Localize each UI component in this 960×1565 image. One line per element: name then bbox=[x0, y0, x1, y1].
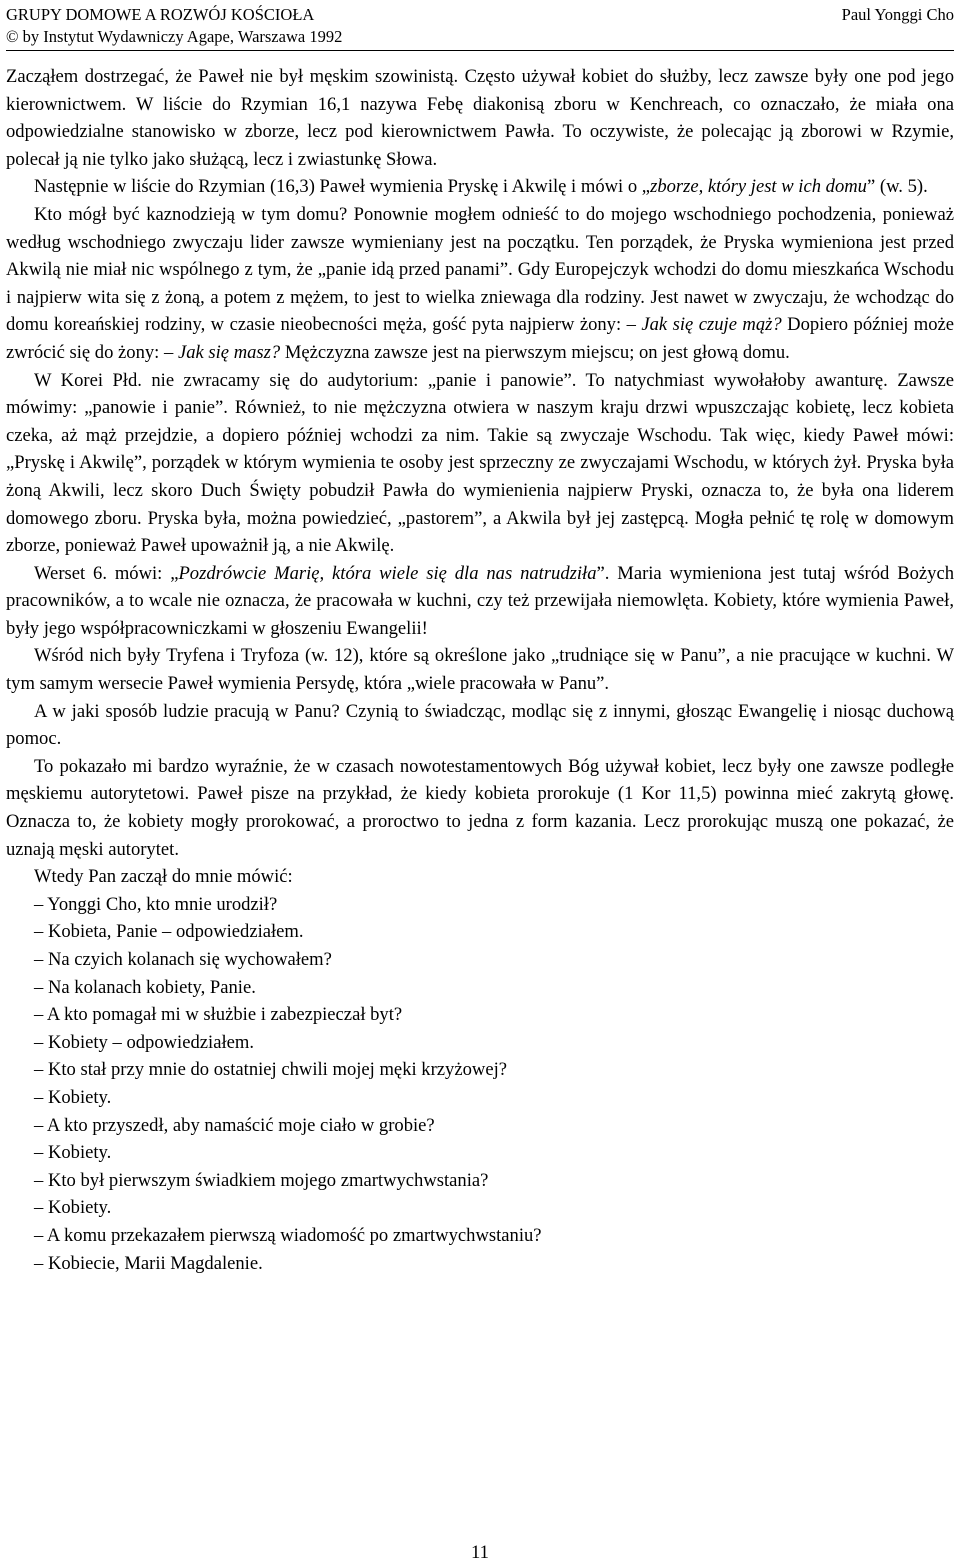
dialogue-line bbox=[6, 918, 954, 946]
text-run: Werset 6. mówi: „ bbox=[34, 562, 179, 584]
book-author: Paul Yonggi Cho bbox=[841, 5, 954, 24]
header-divider bbox=[6, 50, 954, 51]
paragraph bbox=[6, 753, 954, 863]
dialogue-line bbox=[6, 1250, 954, 1278]
text-run: Mężczyzna zawsze jest na pierwszym miejscu; on jest głową domu. bbox=[280, 341, 790, 363]
page-header bbox=[6, 4, 954, 48]
text-run: – A kto przyszedł, aby namaścić moje ciało w grobie? bbox=[34, 1114, 435, 1136]
text-run: Wtedy Pan zaczął do mnie mówić: bbox=[34, 866, 293, 888]
paragraph bbox=[6, 367, 954, 560]
text-run: – Kobiecie, Marii Magdalenie. bbox=[34, 1252, 263, 1274]
text-run: – Kobiety – odpowiedziałem. bbox=[34, 1031, 254, 1053]
italic-quote: Pozdrówcie Marię, która wiele się dla nas natrudziła bbox=[178, 562, 597, 584]
header-top-row bbox=[6, 4, 954, 26]
paragraph bbox=[6, 642, 954, 697]
dialogue-line bbox=[6, 1001, 954, 1029]
dialogue-line bbox=[6, 1112, 954, 1140]
paragraph bbox=[6, 173, 954, 201]
body-text bbox=[6, 63, 954, 1277]
text-run: – A kto pomagał mi w służbie i zabezpieczał byt? bbox=[34, 1004, 403, 1026]
dialogue-line bbox=[6, 891, 954, 919]
text-run: A w jaki sposób ludzie pracują w Panu? Czynią to świadcząc, modląc się z innymi, głosząc Ewangelię i niosąc duchową pomoc. bbox=[6, 700, 954, 750]
text-run: – A komu przekazałem pierwszą wiadomość po zmartwychwstaniu? bbox=[34, 1224, 542, 1246]
text-run: Dopiero później może zwrócić się do żony: – bbox=[6, 314, 954, 363]
italic-quote: Jak się czuje mąż? bbox=[641, 314, 782, 336]
dialogue-line bbox=[6, 974, 954, 1002]
text-run: – Kobiety. bbox=[34, 1197, 112, 1219]
page-number: 11 bbox=[471, 1542, 489, 1563]
text-run: – Na kolanach kobiety, Panie. bbox=[34, 976, 256, 998]
text-run: – Kobieta, Panie – odpowiedziałem. bbox=[34, 921, 304, 943]
text-run: – Yonggi Cho, kto mnie urodził? bbox=[34, 893, 278, 915]
book-title: GRUPY DOMOWE A ROZWÓJ KOŚCIOŁA bbox=[6, 5, 315, 24]
dialogue-line bbox=[6, 1084, 954, 1112]
text-run: Wśród nich były Tryfena i Tryfoza (w. 12), które są określone jako „trudniące się w Panu”, a nie pracujące w kuchni. W tym samym wersecie Paweł wymienia Persydę, która „wiele pracowała w Panu”. bbox=[6, 645, 954, 695]
copyright-line: © by Instytut Wydawniczy Agape, Warszawa 1992 bbox=[6, 27, 343, 46]
paragraph bbox=[6, 63, 954, 173]
text-run: To pokazało mi bardzo wyraźnie, że w czasach nowotestamentowych Bóg używał kobiet, lecz były one zawsze podległe męskiemu autorytetowi. Paweł pisze na przykład, że kiedy kobieta prorokuje (1 Kor 11,5) powinna mieć zakrytą głowę. Oznacza to, że kobiety mogły prorokować, a proroctwo to jedna z form kazania. Lecz prorokując muszą one pokazać, że uznają męski autorytet. bbox=[6, 755, 954, 860]
text-run: ” (w. 5). bbox=[866, 176, 928, 198]
dialogue-line bbox=[6, 1194, 954, 1222]
dialogue-line bbox=[6, 1139, 954, 1167]
text-run: Zacząłem dostrzegać, że Paweł nie był męskim szowinistą. Często używał kobiet do służby, lecz zawsze były one pod jego kierownictwem. W liście do Rzymian 16,1 nazywa Febę diakonisą zboru w Kenchreach, co oznaczało, że miała ona odpowiedzialne stanowisko w zborze, lecz pod kierownictwem Pawła. To oczywiste, że polecając ją zborowi w Rzymie, polecał ją nie tylko jako służącą, lecz i zwiastunkę Słowa. bbox=[6, 66, 954, 170]
text-run: W Korei Płd. nie zwracamy się do audytorium: „panie i panowie”. To natychmiast wywołałoby awanturę. Zawsze mówimy: „panowie i panie”. Również, to nie mężczyzna otwiera w naszym kraju drzwi wpuszczając kobietę, lecz kobieta czeka, aż mąż przejdzie, a dopiero później wchodzi za nim. Takie są zwyczaje Wschodu. Tak więc, kiedy Paweł mówi: „Pryskę i Akwilę”, porządek w którym wymienia te osoby jest sprzeczny ze zwyczajami Wschodu, w których żył. Pryska była żoną Akwili, lecz skoro Duch Święty pobudził Pawła do wymienienia najpierw Pryski, oznacza to, że była ona liderem domowego zboru. Pryska była, można powiedzieć, „pastorem”, a Akwila był jej zastępcą. Mogła pełnić tę rolę w domowym zborze, ponieważ Paweł upoważnił ją, a nie Akwilę. bbox=[6, 369, 954, 557]
text-run: ”. Maria wymieniona jest tutaj wśród Bożych pracowników, a to wcale nie oznacza, że pracowała w kuchni, czy też przewijała niemowlęta. Kobiety, które wymienia Paweł, były jego współpracowniczkami w głoszeniu Ewangelii! bbox=[6, 562, 954, 639]
paragraph bbox=[6, 698, 954, 753]
dialogue-line bbox=[6, 1029, 954, 1057]
paragraph bbox=[6, 560, 954, 643]
dialogue-line bbox=[6, 946, 954, 974]
italic-quote: zborze, który jest w ich domu bbox=[650, 176, 867, 198]
text-run: Kto mógł być kaznodzieją w tym domu? Ponownie mogłem odnieść to do mojego wschodniego pochodzenia, ponieważ według wschodniego zwyczaju lider zawsze wymieniany jest na początku. Ten porządek, że Pryska wymieniona jest przed Akwilą nie miał nic wspólnego z tym, że „panie idą przed panami”. Gdy Europejczyk wchodzi do domu mieszkańca Wschodu i najpierw wita się z żoną, a potem z mężem, to jest to wielka zniewaga dla rodziny. Jest nawet w zwyczaju, że wchodząc do domu koreańskiej rodziny, w czasie nieobecności męża, gość pyta najpierw żony: – bbox=[6, 203, 954, 336]
dialogue-line bbox=[6, 1056, 954, 1084]
text-run: – Kobiety. bbox=[34, 1142, 112, 1164]
italic-quote: Jak się masz? bbox=[177, 341, 281, 363]
dialogue-line bbox=[6, 1222, 954, 1250]
text-run: – Kobiety. bbox=[34, 1086, 112, 1108]
dialogue-line bbox=[6, 1167, 954, 1195]
text-run: – Kto był pierwszym świadkiem mojego zmartwychwstania? bbox=[34, 1169, 489, 1191]
dialogue-line bbox=[6, 863, 954, 891]
paragraph bbox=[6, 201, 954, 367]
text-run: – Kto stał przy mnie do ostatniej chwili mojej męki krzyżowej? bbox=[34, 1059, 507, 1081]
text-run: – Na czyich kolanach się wychowałem? bbox=[34, 949, 332, 970]
text-run: Następnie w liście do Rzymian (16,3) Paweł wymienia Pryskę i Akwilę i mówi o „ bbox=[34, 176, 651, 198]
